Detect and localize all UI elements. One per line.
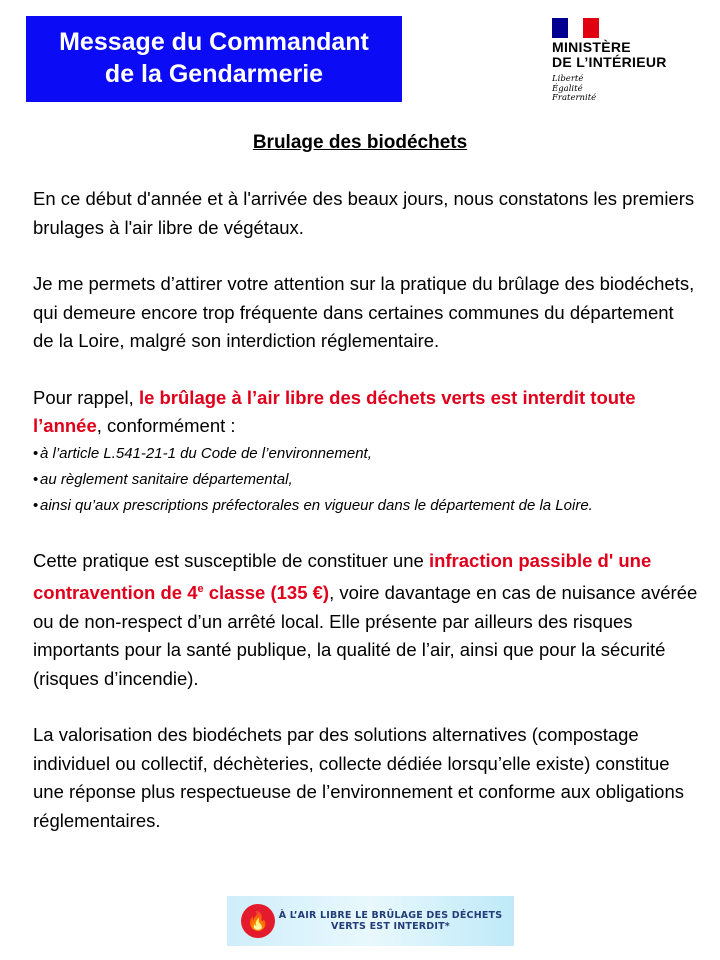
- legal-references: [33, 441, 698, 519]
- reference-item: • ainsi qu’aux prescriptions préfectorales en vigueur dans le département de la Loire.: [33, 493, 698, 519]
- header-line-2: de la Gendarmerie: [104, 60, 324, 88]
- republic-motto: Liberté Égalité Fraternité: [552, 74, 597, 103]
- header-line-1: Message du Commandant: [59, 28, 369, 56]
- marianne-flag-icon: [552, 18, 599, 38]
- prohibition-banner: [227, 896, 514, 946]
- paragraph-5: La valorisation des biodéchets par des solutions alternatives (compostage individuel ou collectif, déchèteries, collecte dédiée lorsqu’elle existe) constitue une réponse plus respectueuse de l’environnement et conforme aux obligations réglementaires.: [33, 724, 684, 831]
- document-title: Brulage des biodéchets: [252, 132, 468, 153]
- reference-item: • à l’article L.541-21-1 du Code de l’environnement,: [33, 441, 698, 467]
- banner-text: À L’AIR LIBRE LE BRÛLAGE DES DÉCHETS VERTS EST INTERDIT*: [278, 910, 503, 932]
- no-fire-icon: 🔥: [241, 904, 275, 938]
- paragraph-3: Pour rappel, le brûlage à l’air libre des déchets verts est interdit toute l’année, conformément :: [33, 386, 636, 436]
- fine-highlight: infraction passible d' une contravention de 4e classe (135 €): [33, 549, 652, 604]
- paragraph-4: Cette pratique est susceptible de constituer une infraction passible d' une contravention de 4e classe (135 €), voire davantage en cas de nuisance avérée ou de non-respect d’un arrêté local. Elle présente par ailleurs des risques importants pour la santé publique, la qualité de l’air, ainsi que pour la sécurité (risques d’incendie).: [33, 549, 698, 689]
- ministry-logo: [552, 18, 702, 104]
- reference-item: • au règlement sanitaire départemental,: [33, 467, 698, 493]
- document-body: [33, 185, 698, 863]
- ministry-name: MINISTÈRE DE L’INTÉRIEUR: [552, 39, 667, 70]
- paragraph-2: Je me permets d’attirer votre attention sur la pratique du brûlage des biodéchets, qui demeure encore trop fréquente dans certaines communes du département de la Loire, malgré son interdiction réglementaire.: [33, 273, 695, 351]
- paragraph-1: En ce début d'année et à l'arrivée des beaux jours, nous constatons les premiers brulages à l'air libre de végétaux.: [33, 188, 695, 238]
- header-box: [26, 16, 402, 102]
- ban-highlight: le brûlage à l’air libre des déchets verts est interdit toute l’année: [33, 386, 636, 436]
